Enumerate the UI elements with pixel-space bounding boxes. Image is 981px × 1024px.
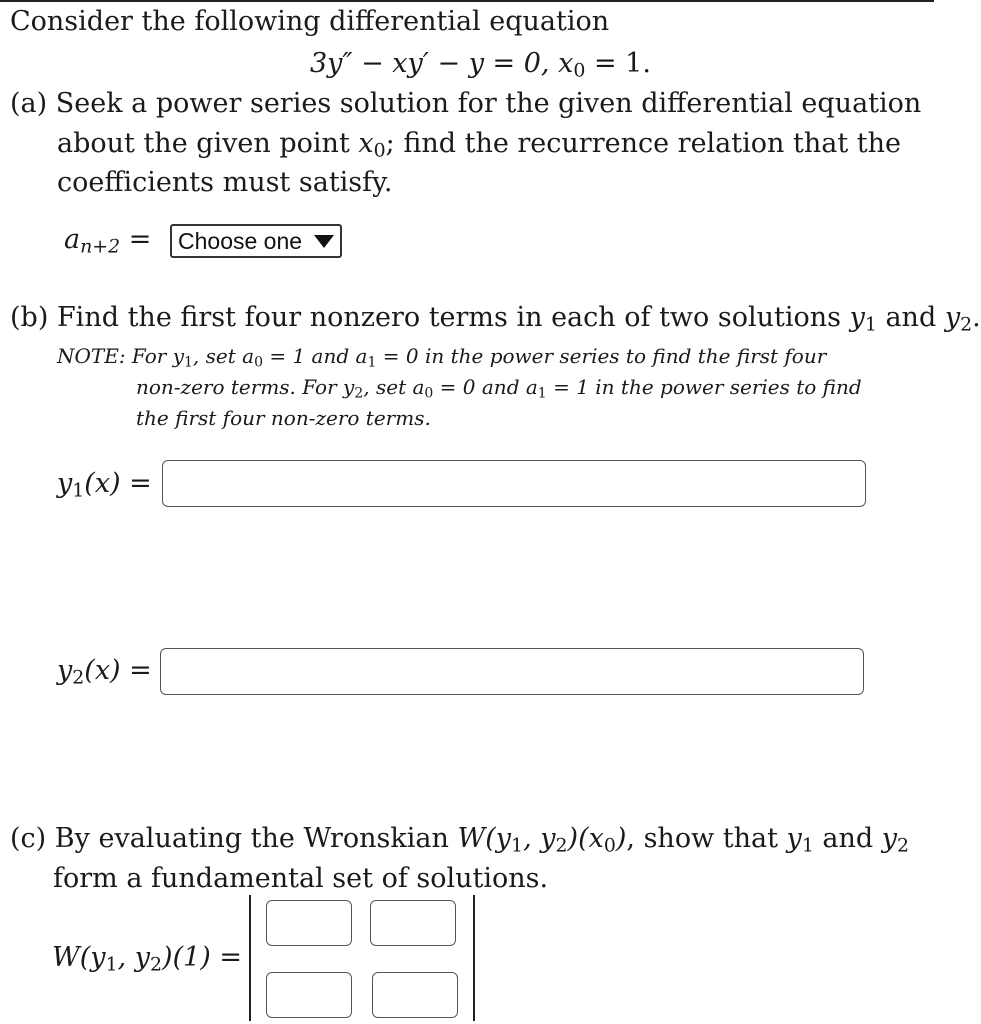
part-a-line2 <box>57 128 901 160</box>
note-text: = 1 and <box>263 344 356 368</box>
recurrence-dropdown[interactable] <box>170 224 342 258</box>
wronskian-lhs <box>52 942 242 974</box>
intro-text: Consider the following differential equation <box>10 6 610 37</box>
note-a0-sub: 0 <box>254 354 263 371</box>
part-b-y2-sub: 2 <box>960 313 973 336</box>
part-a-x0: x <box>358 128 374 159</box>
y1-sub: 1 <box>72 479 85 502</box>
equation-x0: x <box>558 48 574 79</box>
top-rule <box>0 0 934 2</box>
part-b-text1: Find the first four nonzero terms in each of two solutions <box>56 302 850 333</box>
part-c-y2: y <box>881 823 898 854</box>
wronskian-W: W <box>457 823 486 854</box>
y1-eq: (x) = <box>84 468 152 499</box>
part-b-and: and <box>876 302 945 333</box>
equation-x0-sub: 0 <box>573 59 586 82</box>
note-text: , set <box>192 344 243 368</box>
note-text: = 0 and <box>433 375 526 399</box>
recurrence-sub: n+2 <box>80 235 121 258</box>
part-a-line1 <box>10 88 921 120</box>
y2-eq: (x) = <box>84 655 152 686</box>
part-b-label: (b) <box>10 302 49 333</box>
part-c-line2: form a fundamental set of solutions. <box>53 863 549 894</box>
y1-input[interactable] <box>162 460 866 507</box>
chevron-down-icon <box>314 235 334 248</box>
note-line3: the first four non-zero terms. <box>136 406 431 430</box>
lhs-args: (y <box>79 942 106 973</box>
determinant-right-bar <box>473 895 475 1021</box>
wronskian-close: ) <box>615 823 627 854</box>
part-b-y1: y <box>849 302 865 333</box>
part-b-line1 <box>10 302 981 334</box>
part-c-line1 <box>10 823 909 855</box>
note-a: a <box>355 344 368 368</box>
note-a1-sub: 1 <box>367 354 377 371</box>
wronskian-cell-22[interactable] <box>372 972 458 1018</box>
note-line1 <box>57 341 826 371</box>
note-y2: y <box>343 375 355 399</box>
y2-var: y <box>57 655 73 686</box>
part-a-text2b: ; find the recurrence relation that the <box>385 128 901 159</box>
wronskian-cell-21[interactable] <box>266 972 352 1018</box>
note-text: NOTE: For <box>57 344 173 368</box>
note-y2-sub: 2 <box>354 385 364 402</box>
part-a-label: (a) <box>10 88 48 119</box>
part-c-text1b: , show that <box>626 823 787 854</box>
wronskian-sub1: 1 <box>511 834 524 857</box>
note-a1-sub: 1 <box>537 385 547 402</box>
wronskian-args: (y <box>485 823 512 854</box>
part-c-text1: By evaluating the Wronskian <box>54 823 458 854</box>
note-text: = 0 in the power series to find the first four <box>376 344 827 368</box>
differential-equation <box>310 48 651 80</box>
note-a0-sub: 0 <box>424 385 434 402</box>
y1-var: y <box>57 468 73 499</box>
part-b-y1-sub: 1 <box>864 313 877 336</box>
equation-main: 3y″ − xy′ − y = 0, <box>310 48 550 79</box>
part-a-x0-sub: 0 <box>373 139 386 162</box>
note-text: , set <box>363 375 413 399</box>
wronskian-x: )(x <box>567 823 604 854</box>
note-a: a <box>242 344 255 368</box>
determinant-left-bar <box>249 895 251 1021</box>
wronskian-cell-12[interactable] <box>370 900 456 946</box>
part-b-y2: y <box>944 302 961 333</box>
lhs-W: W <box>52 942 80 973</box>
note-a: a <box>525 375 538 399</box>
note-a: a <box>412 375 425 399</box>
recurrence-eq: = <box>120 224 152 255</box>
wronskian-comma: , y <box>523 823 556 854</box>
note-y1: y <box>172 344 184 368</box>
part-a-text1: Seek a power series solution for the given differential equation <box>55 88 922 119</box>
part-c-y1-sub: 1 <box>801 834 814 857</box>
part-c-y1: y <box>786 823 802 854</box>
part-a-line3: coefficients must satisfy. <box>57 167 393 198</box>
lhs-close: )(1) = <box>162 942 243 973</box>
y2-label <box>57 655 152 687</box>
wronskian-sub2: 2 <box>555 834 568 857</box>
note-y1-sub: 1 <box>184 354 193 371</box>
note-text: = 1 in the power series to find <box>546 375 862 399</box>
y2-input[interactable] <box>160 648 864 695</box>
lhs-sub2: 2 <box>150 953 163 976</box>
y1-label <box>57 468 152 500</box>
wronskian-x0-sub: 0 <box>603 834 616 857</box>
recurrence-a: a <box>64 224 81 255</box>
part-c-y2-sub: 2 <box>897 834 910 857</box>
dropdown-label: Choose one <box>178 228 303 254</box>
part-c-label: (c) <box>10 823 47 854</box>
part-a-text2a: about the given point <box>57 128 359 159</box>
lhs-comma: , y <box>117 942 151 973</box>
equation-x0-value: = 1. <box>585 48 651 79</box>
part-c-and: and <box>813 823 882 854</box>
wronskian-cell-11[interactable] <box>266 900 352 946</box>
recurrence-lhs <box>64 224 151 256</box>
lhs-sub1: 1 <box>105 953 118 976</box>
y2-sub: 2 <box>72 666 85 689</box>
note-line2 <box>136 372 862 402</box>
part-b-period: . <box>972 302 981 333</box>
note-text: non-zero terms. For <box>136 375 344 399</box>
